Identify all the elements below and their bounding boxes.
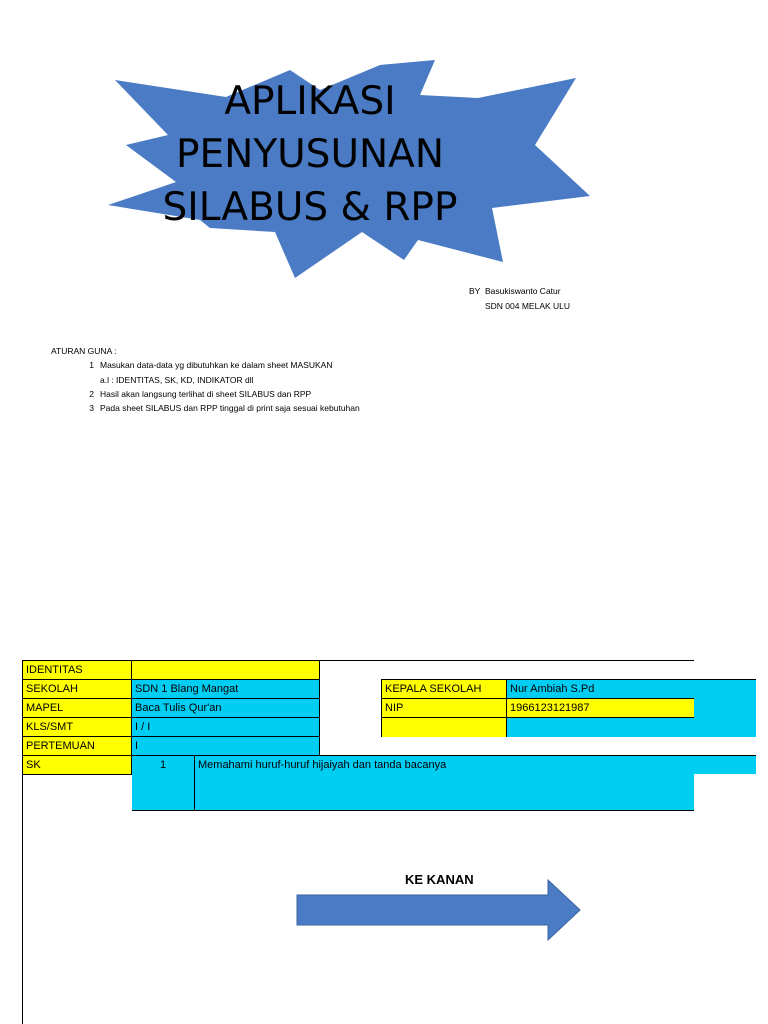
- kepala-sekolah-label: KEPALA SEKOLAH: [381, 679, 507, 699]
- sk-label: SK: [23, 756, 132, 775]
- kls-smt-label: KLS/SMT: [23, 718, 132, 737]
- sk-overflow-border: [694, 755, 756, 756]
- rule-text: Pada sheet SILABUS dan RPP tinggal di print saja sesuai kebutuhan: [100, 403, 360, 413]
- title-line-3: SILABUS & RPP: [162, 185, 458, 230]
- overflow-border: [694, 679, 756, 680]
- kepala-sekolah-input[interactable]: Nur Ambiah S.Pd: [507, 679, 694, 699]
- kls-smt-input[interactable]: I / I: [132, 718, 320, 737]
- rule-text: Hasil akan langsung terlihat di sheet SILABUS dan RPP: [100, 389, 312, 399]
- nip-input[interactable]: 1966123121987: [507, 699, 694, 718]
- ke-kanan-arrow-button[interactable]: [290, 876, 590, 948]
- rule-number: 3: [89, 403, 94, 413]
- identitas-value-cell[interactable]: [132, 661, 320, 680]
- rule-text: a.l : IDENTITAS, SK, KD, INDIKATOR dll: [100, 375, 254, 385]
- mapel-input[interactable]: Baca Tulis Qur'an: [132, 699, 320, 718]
- ke-kanan-label: KE KANAN: [405, 872, 474, 887]
- credit-by-label: BY: [469, 286, 481, 296]
- credit-school: SDN 004 MELAK ULU: [485, 301, 571, 311]
- mapel-label: MAPEL: [23, 699, 132, 718]
- rule-text: Masukan data-data yg dibutuhkan ke dalam sheet MASUKAN: [100, 360, 333, 370]
- pertemuan-input[interactable]: I: [132, 737, 320, 756]
- sk-number-input[interactable]: 1: [132, 755, 195, 811]
- identitas-label: IDENTITAS: [23, 661, 132, 680]
- title-banner: [0, 0, 768, 290]
- credit-author: Basukiswanto Catur: [485, 286, 561, 296]
- rule-number: 2: [89, 389, 94, 399]
- blank-label-cell: [381, 718, 507, 737]
- nip-label: NIP: [381, 699, 507, 718]
- right-arrow-icon: [297, 880, 580, 940]
- sk-text-input[interactable]: Memahami huruf-huruf hijaiyah dan tanda bacanya: [195, 755, 694, 811]
- blank-input-cell[interactable]: [507, 718, 694, 737]
- sk-overflow-cell: [694, 756, 756, 774]
- title-line-2: PENYUSUNAN: [175, 132, 445, 177]
- pertemuan-label: PERTEMUAN: [23, 737, 132, 756]
- overflow-cell-right: [694, 680, 756, 737]
- rules-heading: ATURAN GUNA :: [51, 346, 117, 356]
- title-line-1: APLIKASI: [224, 79, 396, 124]
- sekolah-input[interactable]: SDN 1 Blang Mangat: [132, 680, 320, 699]
- rule-number: 1: [89, 360, 94, 370]
- sekolah-label: SEKOLAH: [23, 680, 132, 699]
